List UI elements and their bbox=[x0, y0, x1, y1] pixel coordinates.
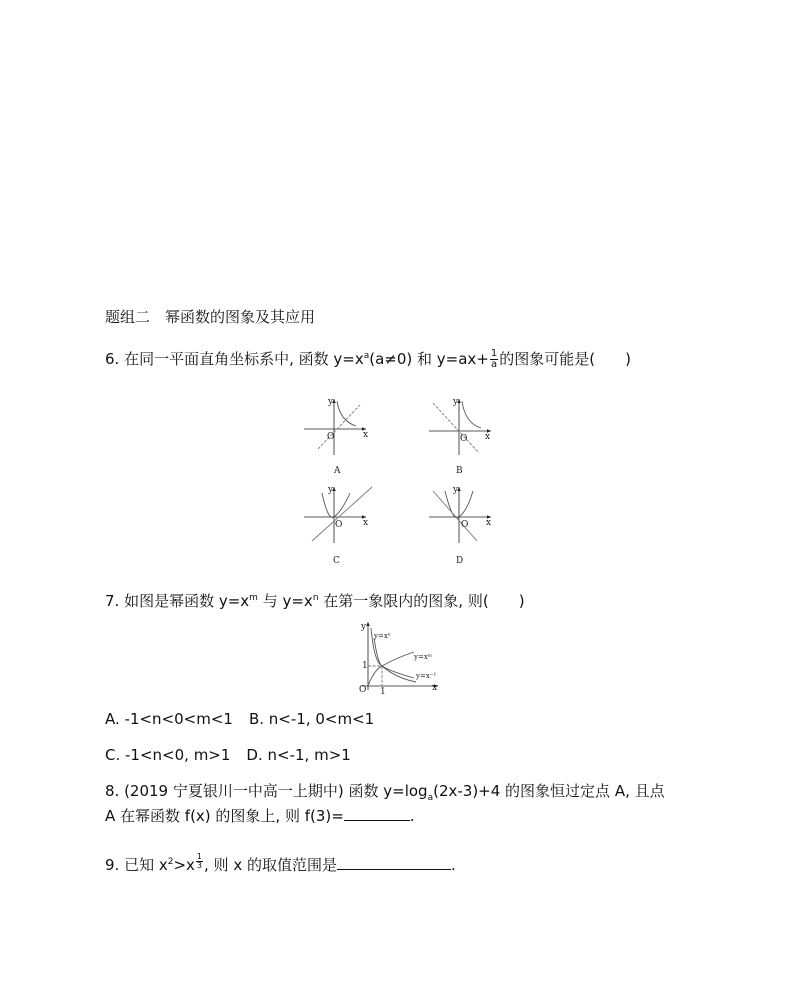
graph-a-axis-x-label: x bbox=[363, 430, 369, 440]
graph-c-choice-label: C bbox=[333, 556, 340, 566]
answer-blank-q9[interactable] bbox=[337, 855, 451, 870]
graph-c-origin-label: O bbox=[335, 520, 343, 530]
graph-a-origin-label: O bbox=[327, 432, 335, 442]
graph-c bbox=[300, 483, 380, 573]
fraction-1-over-3: 1 3 bbox=[196, 852, 203, 870]
graph-q7-origin-label: O bbox=[359, 685, 367, 694]
graph-b-origin-label: O bbox=[460, 434, 468, 444]
graph-b-choice-label: B bbox=[456, 466, 463, 476]
section-title: 题组二 幂函数的图象及其应用 bbox=[105, 308, 316, 326]
graph-d-axis-x-label: x bbox=[486, 518, 492, 528]
graph-q7-axis-x-label: x bbox=[432, 683, 438, 693]
answer-blank-q8[interactable] bbox=[344, 806, 410, 821]
option-a: A. -1<n<0<m<1 bbox=[105, 710, 233, 728]
question-7-text: 7. 如图是幂函数 $y=x^m$ 与 $y=x^n$ 在第一象限内的图象, 则( ) bbox=[105, 592, 525, 610]
option-b: B. n<-1, 0<m<1 bbox=[248, 710, 375, 728]
graph-b bbox=[425, 393, 497, 483]
graph-q7-label-n: y=xⁿ bbox=[374, 632, 391, 640]
graph-b-axis-y-label: y bbox=[453, 397, 459, 407]
graph-a-axis-y-label: y bbox=[328, 397, 334, 407]
graph-c-axis-y-label: y bbox=[328, 485, 334, 495]
graph-q7-axis-y-label: y bbox=[361, 622, 367, 632]
question-7-options-row-2 bbox=[105, 745, 351, 765]
graph-d-choice-label: D bbox=[456, 556, 464, 566]
graph-a-choice-label: A bbox=[334, 466, 341, 476]
graph-d bbox=[425, 483, 497, 573]
option-c: C. -1<n<0, m>1 bbox=[105, 746, 231, 764]
question-6-text: 6. 在同一平面直角坐标系中, 函数 $y=x^a(a\ne 0)$ 和 y=ax+ $\frac{1}{a}$ 的图象可能是( ) bbox=[105, 348, 631, 370]
graph-q7-x-tick-1: 1 bbox=[380, 687, 386, 694]
question-9-text: 9. 已知 $x^2>x$ $^{\frac{1}{3}}$ , 则 x 的取值范围是 . bbox=[105, 852, 456, 874]
graph-a bbox=[300, 393, 372, 483]
question-7-options-row-1 bbox=[105, 709, 374, 729]
graph-q7-label-inv: y=x⁻¹ bbox=[416, 672, 437, 680]
graph-q7 bbox=[352, 618, 444, 694]
graph-d-axis-y-label: y bbox=[453, 485, 459, 495]
graph-c-axis-x-label: x bbox=[363, 518, 369, 528]
graph-q7-y-tick-1: 1 bbox=[362, 661, 368, 671]
graph-b-axis-x-label: x bbox=[485, 432, 491, 442]
graph-q7-label-m: y=xᵐ bbox=[414, 653, 433, 661]
graph-d-origin-label: O bbox=[461, 520, 469, 530]
question-8-line-2: A 在幂函数 f(x) 的图象上, 则 f(3)= . bbox=[105, 807, 415, 825]
fraction-1-over-a: $\frac{1}{a}$ bbox=[490, 348, 498, 370]
question-8-line-1: 8. (2019 宁夏银川一中高一上期中) 函数 $y=\log_a(2x-3)+4$ 的图象恒过定点 A, 且点 bbox=[105, 782, 665, 803]
option-d: D. n<-1, m>1 bbox=[246, 746, 351, 764]
